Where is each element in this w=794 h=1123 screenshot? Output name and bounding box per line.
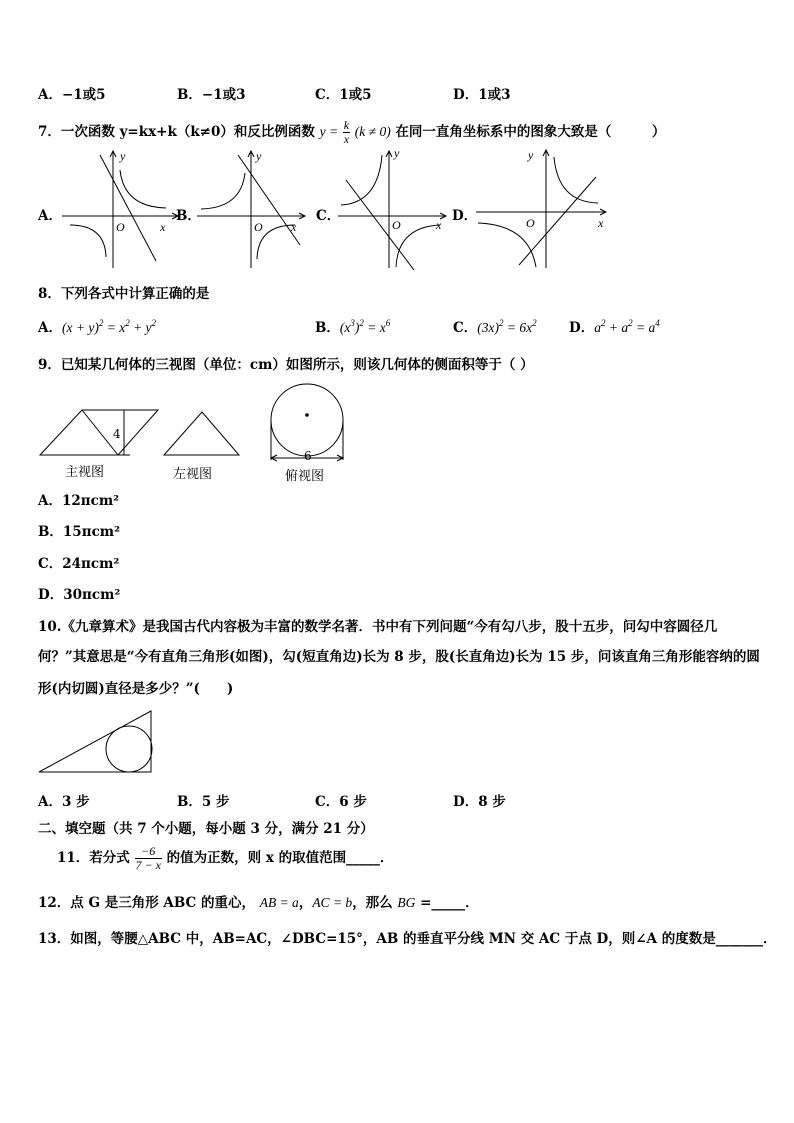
q13-stem: 13．如图，等腰△ABC 中，AB=AC，∠DBC=15°，AB 的垂直平分线 MN 交 AC 于点 D，则∠A 的度数是_______． (38, 931, 777, 947)
q7-graph-d (474, 145, 609, 270)
q9-front-label: 主视图 (65, 465, 105, 480)
q10-line-2: 何？”其意思是“今有直角三角形(如图)，勾(短直角边)长为 8 步，股(长直角边)长为 15 步，问该直角三角形能容纳的圆 (38, 649, 760, 665)
q9-top-label: 俯视图 (285, 469, 325, 484)
q6-option-c: C．1或5 (315, 87, 372, 103)
q12-stem: 12．点 G 是三角形 ABC 的重心， AB = a，AC = b，那么 BG =_____． (38, 895, 479, 911)
q7-graph-a (60, 145, 180, 270)
svg-text:y: y (256, 149, 262, 163)
q9-top-view (271, 384, 343, 456)
q9-stem: 9．已知某几何体的三视图（单位：cm）如图所示，则该几何体的侧面积等于（ ） (38, 357, 534, 373)
q9-side-view (164, 412, 239, 455)
q8-stem: 8．下列各式中计算正确的是 (38, 286, 210, 302)
q9-dim-height: 4 (113, 427, 121, 441)
q7-label-b: B． (176, 208, 201, 224)
q7-label-c: C． (316, 208, 341, 224)
q6-option-b: B．−1或3 (177, 87, 246, 103)
q8-option-b: B．$(x^3)^2 = x^6$ (315, 318, 391, 336)
q9-option-a: A．12πcm² (38, 493, 120, 509)
q10-triangle-figure (36, 708, 158, 776)
q6-option-d: D．1或3 (453, 87, 511, 103)
q9-dim-width: 6 (304, 449, 312, 463)
q10-line-3: 形(内切圆)直径是多少？”( ) (38, 681, 234, 697)
q12-vector-ac: AC = b (312, 895, 353, 910)
q12-vector-ab: AB = a (259, 895, 299, 910)
q7-prefix: 7．一次函数 y=kx+k（k≠0）和反比例函数 (38, 124, 315, 140)
q9-option-d: D．30πcm² (38, 587, 121, 603)
q9-option-b: B．15πcm² (38, 524, 120, 540)
q7-suffix: 在同一直角坐标系中的图象大致是（ ） (395, 124, 666, 140)
q7-condition: (k ≠ 0) (354, 124, 391, 139)
q10-line-1: 10.《九章算术》是我国古代内容极为丰富的数学名著．书中有下列问题“今有勾八步，股十五步，问勾中容圆径几 (38, 619, 718, 635)
q7-fraction: $\frac{k}{x}$ (343, 118, 350, 146)
q8-option-a: A．$(x + y)^2 = x^2 + y^2$ (38, 318, 157, 336)
q10-option-b: B．5 步 (177, 794, 230, 810)
q10-option-d: D．8 步 (453, 794, 506, 810)
q7-label-d: D． (452, 208, 478, 224)
svg-text:y: y (120, 149, 126, 163)
svg-text:x: x (436, 218, 442, 232)
q7-label-a: A． (38, 208, 62, 224)
q7-graph-c (336, 145, 451, 270)
svg-text:y: y (528, 148, 534, 162)
q8-option-c: C．$(3x)^2 = 6x^2$ (453, 318, 537, 336)
q8-option-d: D．$a^2 + a^2 = a^4$ (569, 318, 660, 336)
svg-text:O: O (116, 220, 125, 234)
q10-option-c: C．6 步 (315, 794, 367, 810)
q9-front-view (40, 410, 158, 455)
q11-stem: 11．若分式 $\frac{-6}{7 - x}$ 的值为正数，则 x 的取值范围_____． (57, 844, 394, 872)
q7-graph-b (195, 145, 310, 270)
q11-fraction: $\frac{-6}{7 - x}$ (135, 844, 161, 872)
svg-text:O: O (392, 218, 401, 232)
q9-side-label: 左视图 (173, 467, 213, 482)
svg-text:y: y (394, 146, 400, 160)
svg-text:x: x (598, 216, 604, 230)
section-2-title: 二、填空题（共 7 个小题，每小题 3 分，满分 21 分） (38, 821, 374, 837)
svg-text:O: O (526, 216, 535, 230)
svg-text:x: x (160, 220, 166, 234)
q6-option-a: A．−1或5 (38, 87, 106, 103)
q7-stem: 7．一次函数 y=kx+k（k≠0）和反比例函数 y = $\frac{k}{x}$ (k ≠ 0) 在同一直角坐标系中的图象大致是（ ） (38, 118, 666, 146)
svg-text:x: x (291, 220, 297, 234)
q10-option-a: A．3 步 (38, 794, 90, 810)
svg-text:O: O (254, 220, 263, 234)
q12-vector-bg: BG (397, 895, 416, 910)
q9-option-c: C．24πcm² (38, 556, 120, 572)
